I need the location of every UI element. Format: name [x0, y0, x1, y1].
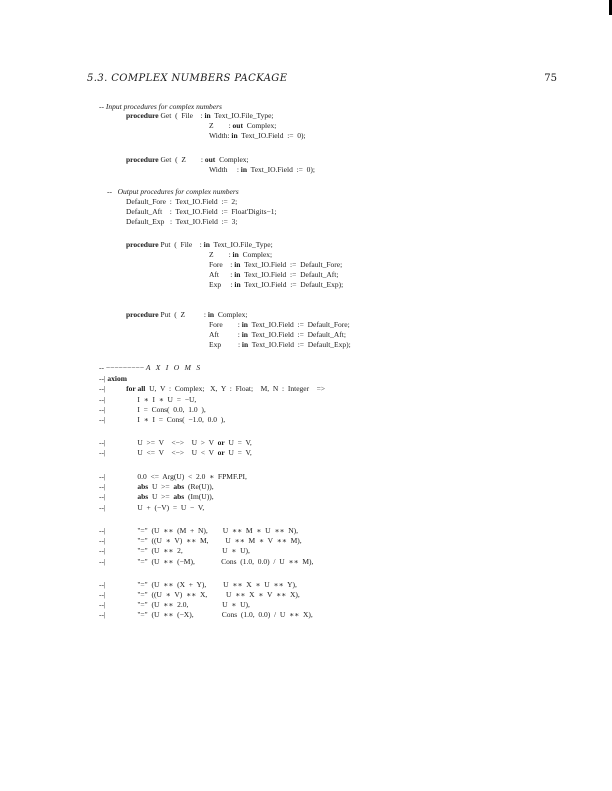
code-text: Complex; — [242, 121, 277, 130]
code-line — [99, 384, 325, 393]
code-text: --| "=" (U ∗∗ (−M), Cons (1.0, 0.0) / U ∗∗ M), — [99, 557, 314, 566]
keyword: or — [217, 448, 225, 457]
keyword: in — [241, 330, 248, 339]
code-line — [209, 340, 351, 349]
code-line — [99, 415, 225, 424]
code-line — [99, 610, 313, 619]
code-line — [99, 557, 313, 566]
code-text: --| — [99, 482, 138, 491]
code-line — [99, 363, 202, 372]
keyword: procedure — [126, 155, 159, 164]
code-line — [99, 503, 204, 512]
code-text: --| U >= V <−> U > V — [99, 438, 218, 447]
code-text: -- — [99, 102, 106, 111]
code-text: Aft : — [209, 330, 242, 339]
code-text: --| "=" (U ∗∗ 2, U ∗ U), — [99, 546, 250, 555]
code-text: Fore : — [209, 260, 235, 269]
keyword: in — [234, 280, 241, 289]
keyword: in — [241, 320, 248, 329]
code-text: Width: — [209, 131, 232, 140]
code-line — [126, 207, 277, 216]
code-text: U >= — [148, 492, 174, 501]
code-text: Get ( File : — [158, 111, 205, 120]
code-line — [126, 217, 237, 226]
code-text: Default_Fore : Text_IO.Field := 2; — [126, 197, 238, 206]
code-text: Default_Exp : Text_IO.Field := 3; — [126, 217, 238, 226]
code-line — [209, 270, 338, 279]
keyword: axiom — [107, 374, 127, 383]
code-text: Text_IO.Field := 0); — [237, 131, 306, 140]
keyword: abs — [173, 492, 185, 501]
code-text: --| I ∗ I ∗ U = −U, — [99, 395, 197, 404]
comment-text: Output procedures for complex numbers — [117, 187, 239, 196]
code-line — [209, 320, 350, 329]
code-line — [99, 590, 300, 599]
code-line — [99, 102, 222, 111]
code-line — [209, 280, 343, 289]
code-text: --| I ∗ I = Cons( −1.0, 0.0 ), — [99, 415, 226, 424]
code-line — [99, 438, 252, 447]
code-text: Z : — [209, 250, 233, 259]
keyword: out — [232, 121, 243, 130]
code-text: Exp : — [209, 280, 235, 289]
code-text: Text_IO.Field := Default_Exp); — [248, 340, 351, 349]
code-line — [99, 580, 297, 589]
code-text: --| "=" ((U ∗ V) ∗∗ M, U ∗∗ M ∗ V ∗∗ M), — [99, 536, 302, 545]
keyword: out — [204, 155, 216, 164]
keyword: or — [217, 438, 225, 447]
code-text: Fore : — [209, 320, 242, 329]
code-line — [99, 492, 214, 501]
code-line — [107, 187, 239, 196]
code-text: Default_Aft : Text_IO.Field := Float'Digits−1; — [126, 207, 277, 216]
code-text: Z : — [209, 121, 233, 130]
code-text: Text_IO.File_Type; — [209, 240, 273, 249]
keyword: in — [203, 240, 210, 249]
code-text: Text_IO.Field := Default_Aft; — [240, 270, 339, 279]
code-line — [99, 472, 247, 481]
keyword: abs — [173, 482, 185, 491]
section-title: 5.3. COMPLEX NUMBERS PACKAGE — [87, 73, 288, 84]
code-text: Width : — [209, 165, 241, 174]
code-text: --| U <= V <−> U < V — [99, 448, 218, 457]
keyword: in — [231, 131, 238, 140]
code-text: Put ( File : — [158, 240, 204, 249]
code-line — [99, 482, 214, 491]
code-text: --| "=" (U ∗∗ 2.0, U ∗ U), — [99, 600, 250, 609]
keyword: in — [241, 340, 249, 349]
code-line — [209, 250, 272, 259]
code-line — [126, 310, 247, 319]
code-text: U >= — [148, 482, 174, 491]
code-text: Put ( Z : — [158, 310, 208, 319]
keyword: for all — [126, 384, 146, 393]
code-text: Text_IO.Field := 0); — [247, 165, 315, 174]
keyword: abs — [137, 482, 149, 491]
code-text: Complex; — [214, 310, 248, 319]
code-text: --| "=" ((U ∗ V) ∗∗ X, U ∗∗ X ∗ V ∗∗ X), — [99, 590, 300, 599]
code-line — [99, 546, 250, 555]
keyword: in — [232, 250, 239, 259]
keyword: in — [204, 111, 211, 120]
code-line — [99, 395, 196, 404]
code-text: --| 0.0 <= Arg(U) < 2.0 ∗ FPMF.PI, — [99, 472, 247, 481]
code-text: Aft : — [209, 270, 235, 279]
code-text: (Re(U)), — [184, 482, 214, 491]
code-line — [209, 330, 346, 339]
code-line — [209, 260, 342, 269]
code-line — [209, 131, 306, 140]
code-text: --| "=" (U ∗∗ (X + Y), U ∗∗ X ∗ U ∗∗ Y), — [99, 580, 297, 589]
code-text: Get ( Z : — [158, 155, 205, 164]
code-line — [99, 405, 206, 414]
keyword: in — [240, 165, 248, 174]
code-text: --| I = Cons( 0.0, 1.0 ), — [99, 405, 206, 414]
keyword: abs — [137, 492, 149, 501]
code-text: Exp : — [209, 340, 242, 349]
code-text: Text_IO.Field := Default_Exp); — [240, 280, 344, 289]
axioms-heading: A X I O M S — [145, 363, 202, 372]
keyword: in — [207, 310, 215, 319]
code-text: --| U + (−V) = U − V, — [99, 503, 205, 512]
code-text: --| — [99, 492, 138, 501]
code-line — [126, 197, 237, 206]
keyword: procedure — [126, 310, 159, 319]
keyword: procedure — [126, 240, 159, 249]
code-line — [99, 448, 252, 457]
running-header — [87, 73, 557, 87]
code-text: Text_IO.File_Type; — [210, 111, 274, 120]
code-text: --| — [99, 374, 108, 383]
code-line — [99, 600, 250, 609]
code-text: (Im(U)), — [184, 492, 214, 501]
comment-text: Input procedures for complex numbers — [105, 102, 222, 111]
keyword: in — [234, 260, 241, 269]
code-line — [99, 374, 127, 383]
keyword: in — [234, 270, 241, 279]
code-text: Text_IO.Field := Default_Aft; — [247, 330, 346, 339]
code-text: Complex; — [238, 250, 273, 259]
code-line — [99, 526, 298, 535]
page-number: 75 — [544, 73, 557, 84]
code-text: Text_IO.Field := Default_Fore; — [247, 320, 350, 329]
code-line — [99, 536, 302, 545]
code-text: U = V, — [224, 448, 252, 457]
code-text: Text_IO.Field := Default_Fore; — [240, 260, 343, 269]
code-text: --| "=" (U ∗∗ (M + N), U ∗∗ M ∗ U ∗∗ N), — [99, 526, 299, 535]
code-text: -- −−−−−−−−− — [99, 363, 146, 372]
code-line — [209, 121, 276, 130]
code-text: U = V, — [224, 438, 252, 447]
code-text: Complex; — [215, 155, 249, 164]
code-text: --| — [99, 384, 127, 393]
code-text: --| "=" (U ∗∗ (−X), Cons (1.0, 0.0) / U ∗∗ X), — [99, 610, 313, 619]
code-text: -- — [107, 187, 118, 196]
code-line — [126, 240, 273, 249]
keyword: procedure — [126, 111, 159, 120]
code-line — [209, 165, 315, 174]
code-text: U, V : Complex; X, Y : Float; M, N : Integer => — [145, 384, 326, 393]
code-line — [126, 155, 249, 164]
code-line — [126, 111, 274, 120]
